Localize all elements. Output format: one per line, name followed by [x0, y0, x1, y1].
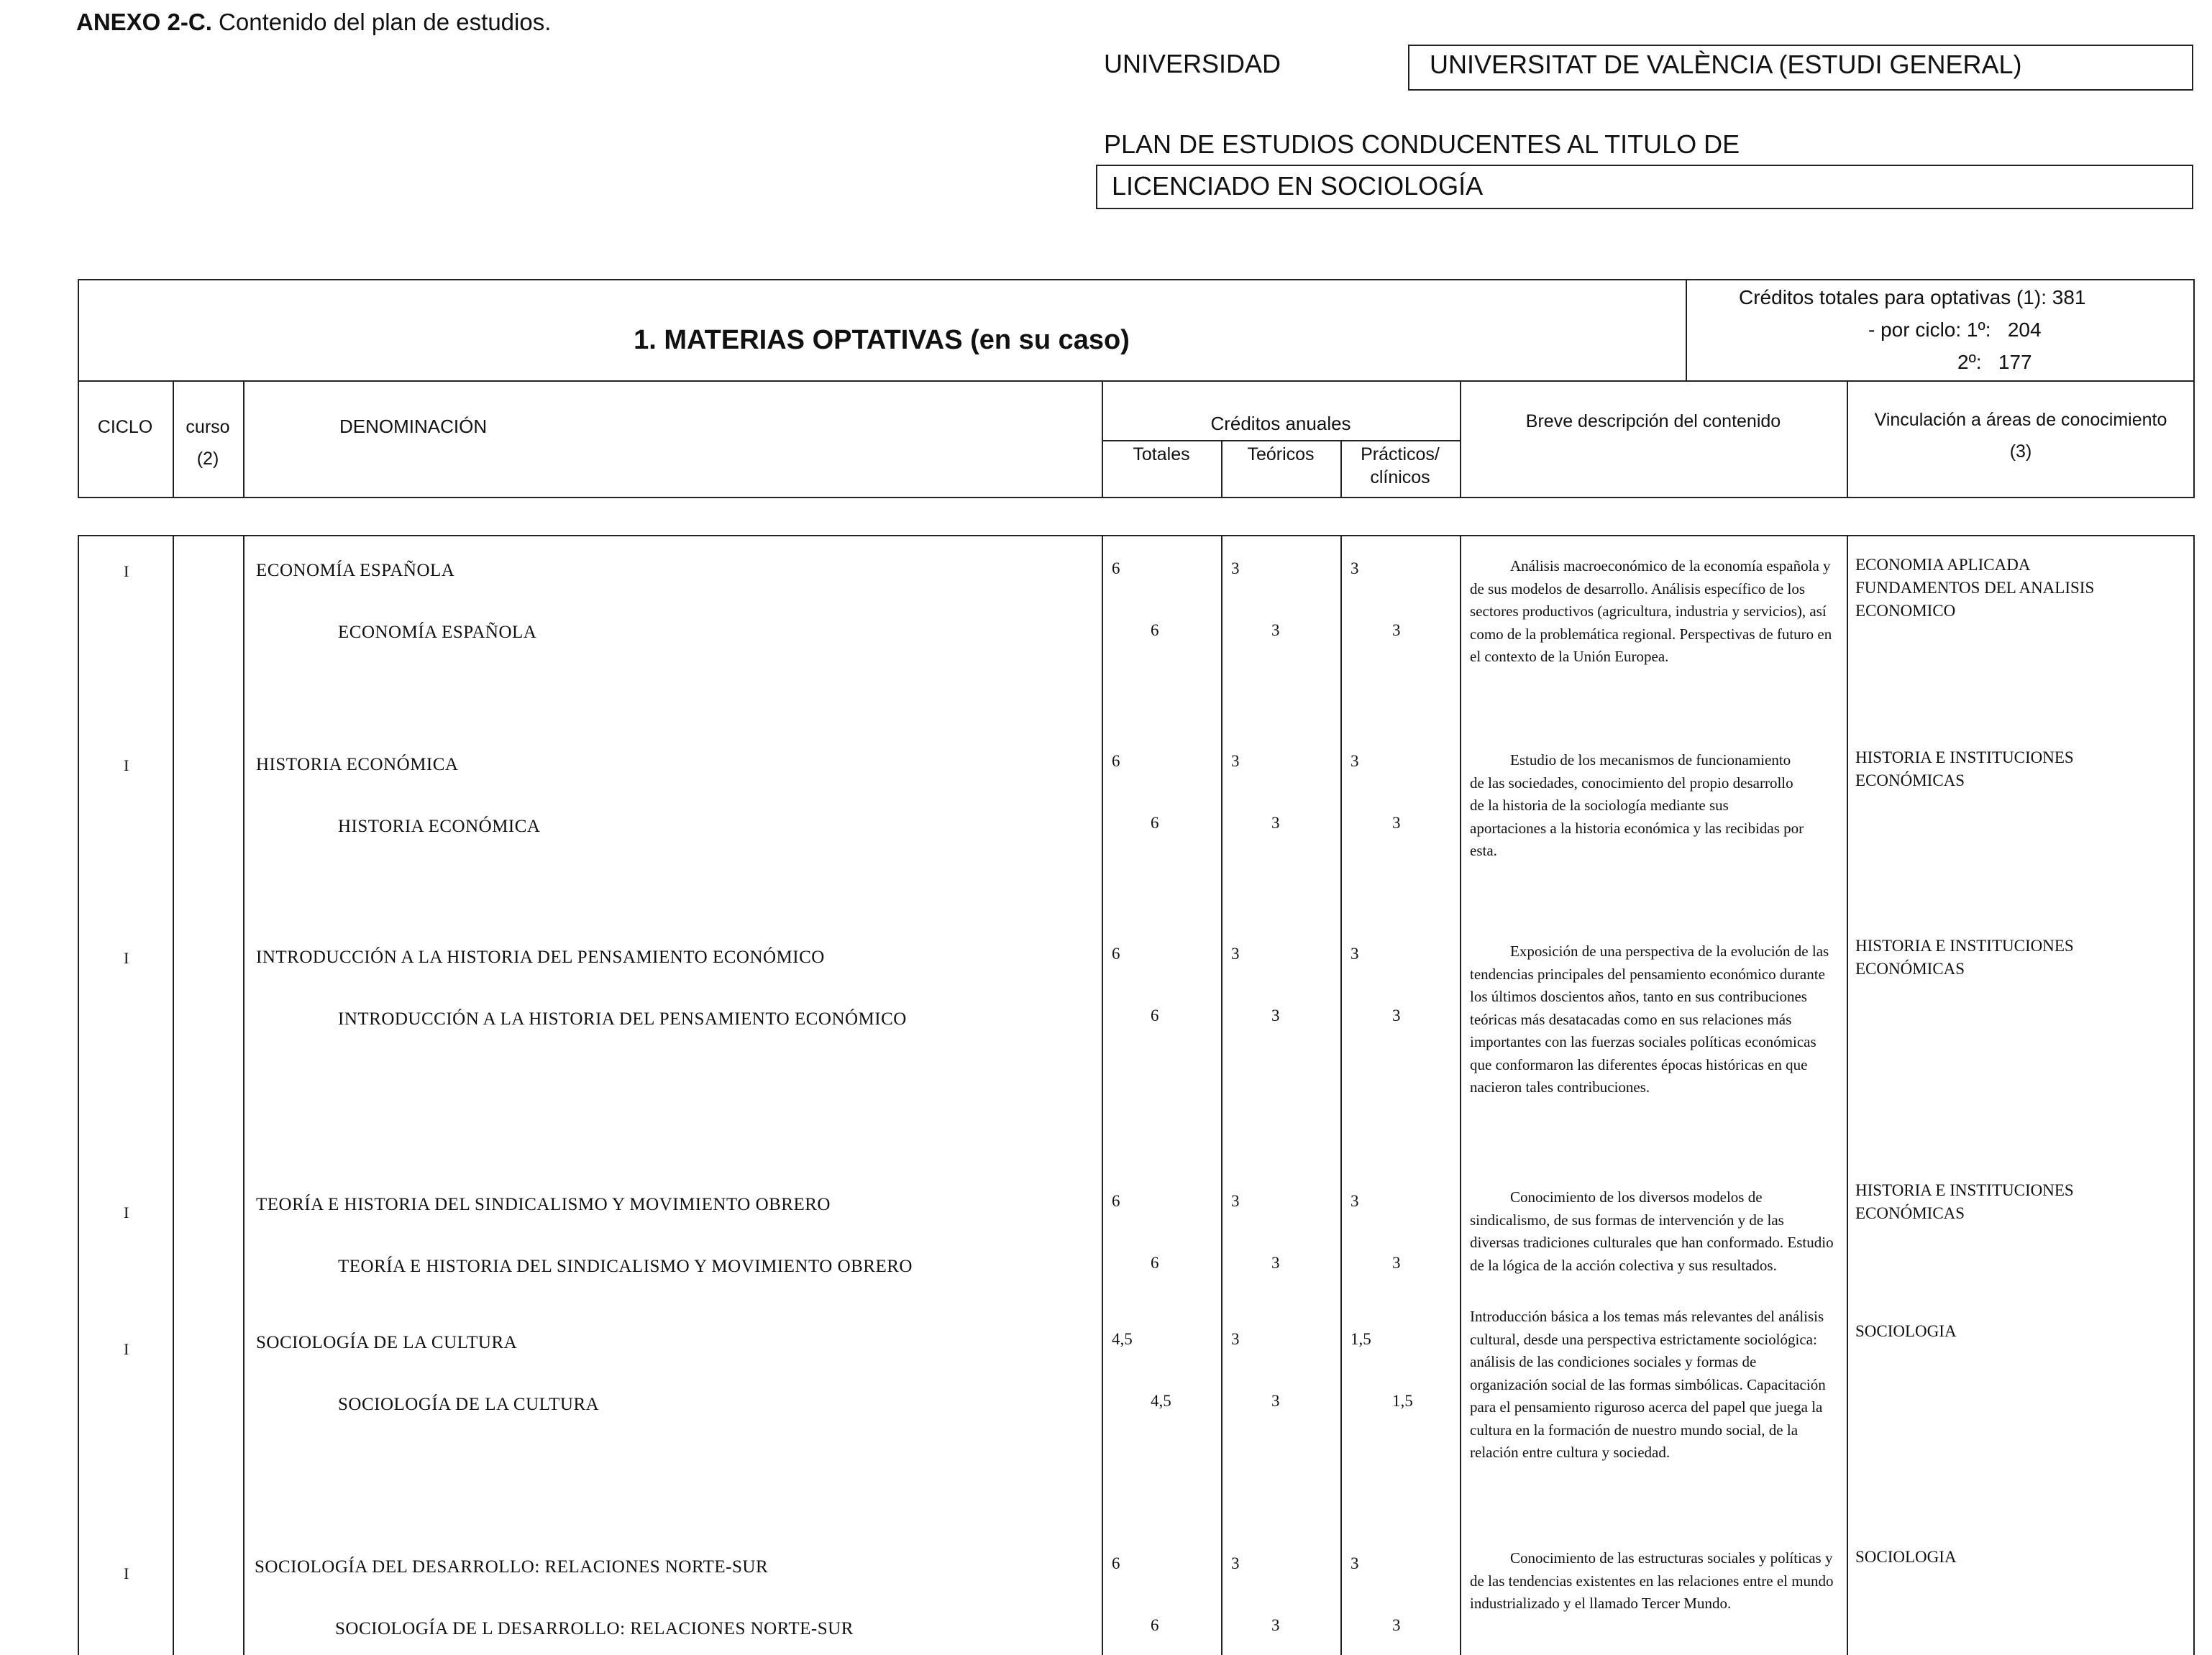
- row-name: TEORÍA E HISTORIA DEL SINDICALISMO Y MOVIMIENTO OBRERO: [256, 1195, 831, 1214]
- row-subname: SOCIOLOGÍA DE LA CULTURA: [338, 1395, 600, 1414]
- row-practicos: 3: [1350, 559, 1359, 577]
- annex-heading: [76, 9, 551, 36]
- row-subname: TEORÍA E HISTORIA DEL SINDICALISMO Y MOVIMIENTO OBRERO: [338, 1257, 913, 1276]
- row-ciclo: I: [124, 949, 129, 967]
- university-label: UNIVERSIDAD: [1104, 49, 1281, 78]
- row-area: SOCIOLOGIA: [1855, 1548, 1957, 1566]
- row-sub-totales: 6: [1151, 814, 1159, 832]
- row-sub-practicos: 1,5: [1392, 1392, 1413, 1410]
- row-practicos: 3: [1350, 945, 1359, 963]
- col-teoricos: Teóricos: [1247, 444, 1315, 464]
- row-sub-practicos: 3: [1392, 814, 1401, 832]
- row-practicos: 1,5: [1350, 1330, 1371, 1348]
- row-sub-teoricos: 3: [1271, 1392, 1280, 1410]
- col-divider: [1102, 380, 1103, 498]
- row-description: Conocimiento de las estructuras sociales y políticas y de las tendencias existentes en las relaciones entre el mundo industrializado y el llamado Tercer Mundo.: [1470, 1549, 1834, 1612]
- row-totales: 4,5: [1112, 1330, 1133, 1348]
- row-sub-practicos: 3: [1392, 1616, 1401, 1634]
- row-name: ECONOMÍA ESPAÑOLA: [256, 561, 455, 580]
- body-divider: [2193, 535, 2195, 1655]
- body-divider: [1102, 535, 1103, 1655]
- annex-subtitle: Contenido del plan de estudios.: [211, 9, 552, 35]
- row-practicos: 3: [1350, 1554, 1359, 1572]
- col-divider: [173, 380, 174, 498]
- row-subname: HISTORIA ECONÓMICA: [338, 817, 541, 836]
- row-sub-practicos: 3: [1392, 1254, 1401, 1272]
- row-ciclo: I: [124, 1204, 129, 1221]
- row-description: Estudio de los mecanismos de funcionamiento de las sociedades, conocimiento del propio desarrollo de la historia de la sociología mediante sus aportaciones a la historia económica y las recibidas por esta.: [1470, 751, 1804, 859]
- col-vinculacion-note: (3): [2009, 441, 2032, 462]
- col-creditos: Créditos anuales: [1210, 413, 1351, 434]
- row-area: HISTORIA E INSTITUCIONES ECONÓMICAS: [1855, 1181, 2074, 1222]
- row-sub-teoricos: 3: [1271, 1616, 1280, 1634]
- col-denominacion: DENOMINACIÓN: [339, 416, 488, 437]
- university-name-box: [1408, 45, 2193, 91]
- credits-cycle2: 2º: 177: [1957, 351, 2032, 373]
- row-ciclo: I: [124, 756, 129, 774]
- body-divider: [1340, 535, 1342, 1655]
- row-sub-teoricos: 3: [1271, 621, 1280, 639]
- row-name: SOCIOLOGÍA DEL DESARROLLO: RELACIONES NORTE-SUR: [255, 1557, 769, 1577]
- row-area: HISTORIA E INSTITUCIONES ECONÓMICAS: [1855, 937, 2074, 978]
- col-practicos: Prácticos/: [1361, 444, 1440, 464]
- row-sub-practicos: 3: [1392, 621, 1401, 639]
- row-name: SOCIOLOGÍA DE LA CULTURA: [256, 1333, 518, 1352]
- row-sub-totales: 6: [1151, 1254, 1159, 1272]
- degree-name: LICENCIADO EN SOCIOLOGÍA: [1112, 171, 1484, 201]
- credits-divider: [1686, 279, 1687, 380]
- row-practicos: 3: [1350, 752, 1359, 770]
- row-practicos: 3: [1350, 1192, 1359, 1210]
- row-subname: SOCIOLOGÍA DE L DESARROLLO: RELACIONES NORTE-SUR: [335, 1619, 854, 1638]
- col-totales: Totales: [1133, 444, 1190, 464]
- row-teoricos: 3: [1231, 1192, 1240, 1210]
- body-divider: [78, 535, 79, 1655]
- row-teoricos: 3: [1231, 1554, 1240, 1572]
- row-totales: 6: [1112, 1192, 1120, 1210]
- row-teoricos: 3: [1231, 945, 1240, 963]
- row-totales: 6: [1112, 752, 1120, 770]
- row-sub-totales: 4,5: [1151, 1392, 1171, 1410]
- row-name: INTRODUCCIÓN A LA HISTORIA DEL PENSAMIENTO ECONÓMICO: [256, 948, 825, 967]
- row-ciclo: I: [124, 1340, 129, 1358]
- col-ciclo: CICLO: [97, 417, 153, 437]
- row-area: HISTORIA E INSTITUCIONES ECONÓMICAS: [1855, 748, 2074, 789]
- plan-label: PLAN DE ESTUDIOS CONDUCENTES AL TITULO DE: [1104, 129, 1740, 159]
- row-name: HISTORIA ECONÓMICA: [256, 755, 459, 774]
- col-curso-note: (2): [196, 449, 219, 469]
- credits-cycle1: - por ciclo: 1º: 204: [1868, 318, 2042, 341]
- row-totales: 6: [1112, 1554, 1120, 1572]
- row-teoricos: 3: [1231, 559, 1240, 577]
- col-divider: [243, 380, 244, 498]
- row-sub-teoricos: 3: [1271, 1007, 1280, 1024]
- row-description: Introducción básica a los temas más relevantes del análisis cultural, desde una perspectiva estrictamente sociológica: análisis de las condiciones sociales y formas de organización social de las formas simbólicas. Capacitación para el pensamiento riguroso acerca del papel que juega la cultura en la formación de nuestro mundo social, de la relación entre cultura y sociedad.: [1470, 1308, 1826, 1461]
- row-area: ECONOMIA APLICADA FUNDAMENTOS DEL ANALISIS ECONOMICO: [1855, 556, 2095, 620]
- header-divider: [78, 380, 2195, 382]
- body-divider: [173, 535, 174, 1655]
- row-description: Conocimiento de los diversos modelos de sindicalismo, de sus formas de intervención y de las diversas tradiciones culturales que han conformado. Estudio de la lógica de la acción colectiva y sus resultados.: [1470, 1188, 1834, 1274]
- body-divider: [1221, 535, 1222, 1655]
- row-subname: INTRODUCCIÓN A LA HISTORIA DEL PENSAMIENTO ECONÓMICO: [338, 1009, 907, 1029]
- row-sub-totales: 6: [1151, 1007, 1159, 1024]
- row-teoricos: 3: [1231, 752, 1240, 770]
- credits-subheader-line: [1102, 440, 1460, 441]
- row-ciclo: I: [124, 562, 129, 580]
- degree-box: [1096, 165, 2193, 209]
- row-sub-practicos: 3: [1392, 1007, 1401, 1024]
- annex-label: ANEXO 2-C.: [76, 9, 212, 35]
- section-title: 1. MATERIAS OPTATIVAS (en su caso): [634, 325, 1130, 355]
- body-divider: [1460, 535, 1461, 1655]
- body-divider: [243, 535, 244, 1655]
- credits-total: Créditos totales para optativas (1): 381: [1739, 286, 2086, 308]
- university-name: UNIVERSITAT DE VALÈNCIA (ESTUDI GENERAL): [1430, 50, 2022, 79]
- row-teoricos: 3: [1231, 1330, 1240, 1348]
- row-sub-teoricos: 3: [1271, 1254, 1280, 1272]
- row-subname: ECONOMÍA ESPAÑOLA: [338, 623, 537, 642]
- col-descripcion: Breve descripción del contenido: [1525, 411, 1781, 431]
- row-sub-totales: 6: [1151, 1616, 1159, 1634]
- row-totales: 6: [1112, 559, 1120, 577]
- row-area: SOCIOLOGIA: [1855, 1322, 1957, 1340]
- row-sub-totales: 6: [1151, 621, 1159, 639]
- row-sub-teoricos: 3: [1271, 814, 1280, 832]
- row-ciclo: I: [124, 1564, 129, 1582]
- col-vinculacion: Vinculación a áreas de conocimiento: [1874, 410, 2167, 430]
- body-divider: [1847, 535, 1848, 1655]
- row-description: Análisis macroeconómico de la economía española y de sus modelos de desarrollo. Análisis específico de los sectores productivos (agricultura, industria y servicios), así como de la problemática regional. Perspectivas de futuro en el contexto de la Unión Europea.: [1470, 557, 1832, 665]
- row-totales: 6: [1112, 945, 1120, 963]
- col-clinicos: clínicos: [1370, 467, 1430, 487]
- col-curso: curso: [186, 417, 230, 437]
- body-top-line: [78, 535, 2195, 536]
- col-divider: [1847, 380, 1848, 498]
- header-frame: [78, 279, 2195, 498]
- col-divider: [1460, 380, 1461, 498]
- row-description: Exposición de una perspectiva de la evolución de las tendencias principales del pensamiento económico durante los últimos doscientos años, tanto en sus contribuciones teóricas más desatacadas como en sus relaciones más importantes con las fuerzas sociales políticas económicas que conformaron las diferentes épocas históricas en que nacieron tales contribuciones.: [1470, 943, 1829, 1096]
